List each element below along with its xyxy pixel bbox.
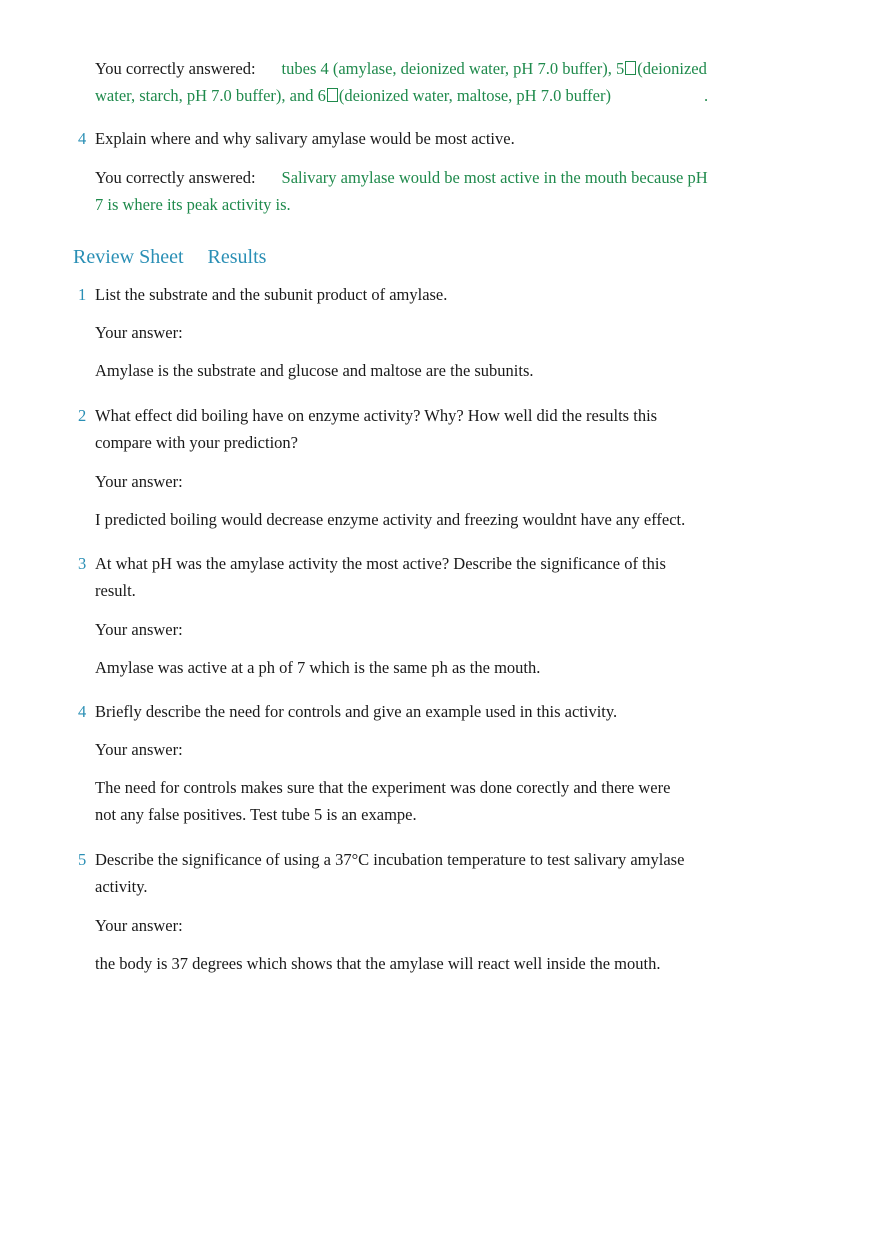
question-text: Briefly describe the need for controls and give an example used in this activity. [95, 702, 618, 721]
answer-text: not any false positives. Test tube 5 is an exampe. [95, 805, 417, 824]
question-text: result. [95, 581, 136, 600]
answer-label: You correctly answered: [95, 59, 256, 78]
question-text: activity. [95, 877, 148, 896]
q4-answer-line2: 7 is where its peak activity is. [95, 195, 291, 214]
your-answer-label: Your answer: [95, 323, 183, 342]
question-number: 4 [78, 702, 87, 721]
question-text: At what pH was the amylase activity the most active? Describe the significance of this [95, 554, 666, 573]
your-answer-label: Your answer: [95, 916, 183, 935]
q3-answer-period: . [704, 86, 709, 105]
answer-text: Amylase is the substrate and glucose and maltose are the subunits. [95, 361, 534, 380]
question-text: What effect did boiling have on enzyme activity? Why? How well did the results this [95, 406, 658, 425]
question-number: 5 [78, 850, 87, 869]
answer-text: The need for controls makes sure that the experiment was done corectly and there were [95, 778, 671, 797]
missing-glyph-box [625, 61, 636, 75]
question-text: compare with your prediction? [95, 433, 298, 452]
answer-text: Amylase was active at a ph of 7 which is the same ph as the mouth. [95, 658, 541, 677]
q3-answer-line2 [95, 82, 611, 109]
answer-text: the body is 37 degrees which shows that the amylase will react well inside the mouth. [95, 954, 661, 973]
q3-answer-line1 [95, 55, 707, 82]
question-number: 1 [78, 285, 87, 304]
question-text: Explain where and why salivary amylase would be most active. [95, 129, 515, 148]
answer-label: You correctly answered: [95, 168, 256, 187]
section-title-left: Review Sheet [73, 246, 184, 268]
section-title-right: Results [207, 246, 267, 268]
question-number: 3 [78, 554, 87, 573]
your-answer-label: Your answer: [95, 620, 183, 639]
question-number: 2 [78, 406, 87, 425]
answer-text: (deionized [637, 59, 707, 78]
question-text: Describe the significance of using a 37°C incubation temperature to test salivary amylase [95, 850, 685, 869]
missing-glyph-box [327, 88, 338, 102]
answer-text: tubes 4 (amylase, deionized water, pH 7.0 buffer), 5 [281, 59, 625, 78]
answer-text: I predicted boiling would decrease enzyme activity and freezing wouldnt have any effect. [95, 510, 686, 529]
q4-answer-line1 [95, 164, 708, 191]
answer-text: Salivary amylase would be most active in the mouth because pH [281, 168, 708, 187]
question-text: List the substrate and the subunit product of amylase. [95, 285, 448, 304]
answer-text: (deionized water, maltose, pH 7.0 buffer) [338, 86, 611, 105]
your-answer-label: Your answer: [95, 472, 183, 491]
section-title [73, 243, 266, 271]
answer-text: water, starch, pH 7.0 buffer), and 6 [95, 86, 326, 105]
question-number: 4 [78, 129, 87, 148]
your-answer-label: Your answer: [95, 740, 183, 759]
